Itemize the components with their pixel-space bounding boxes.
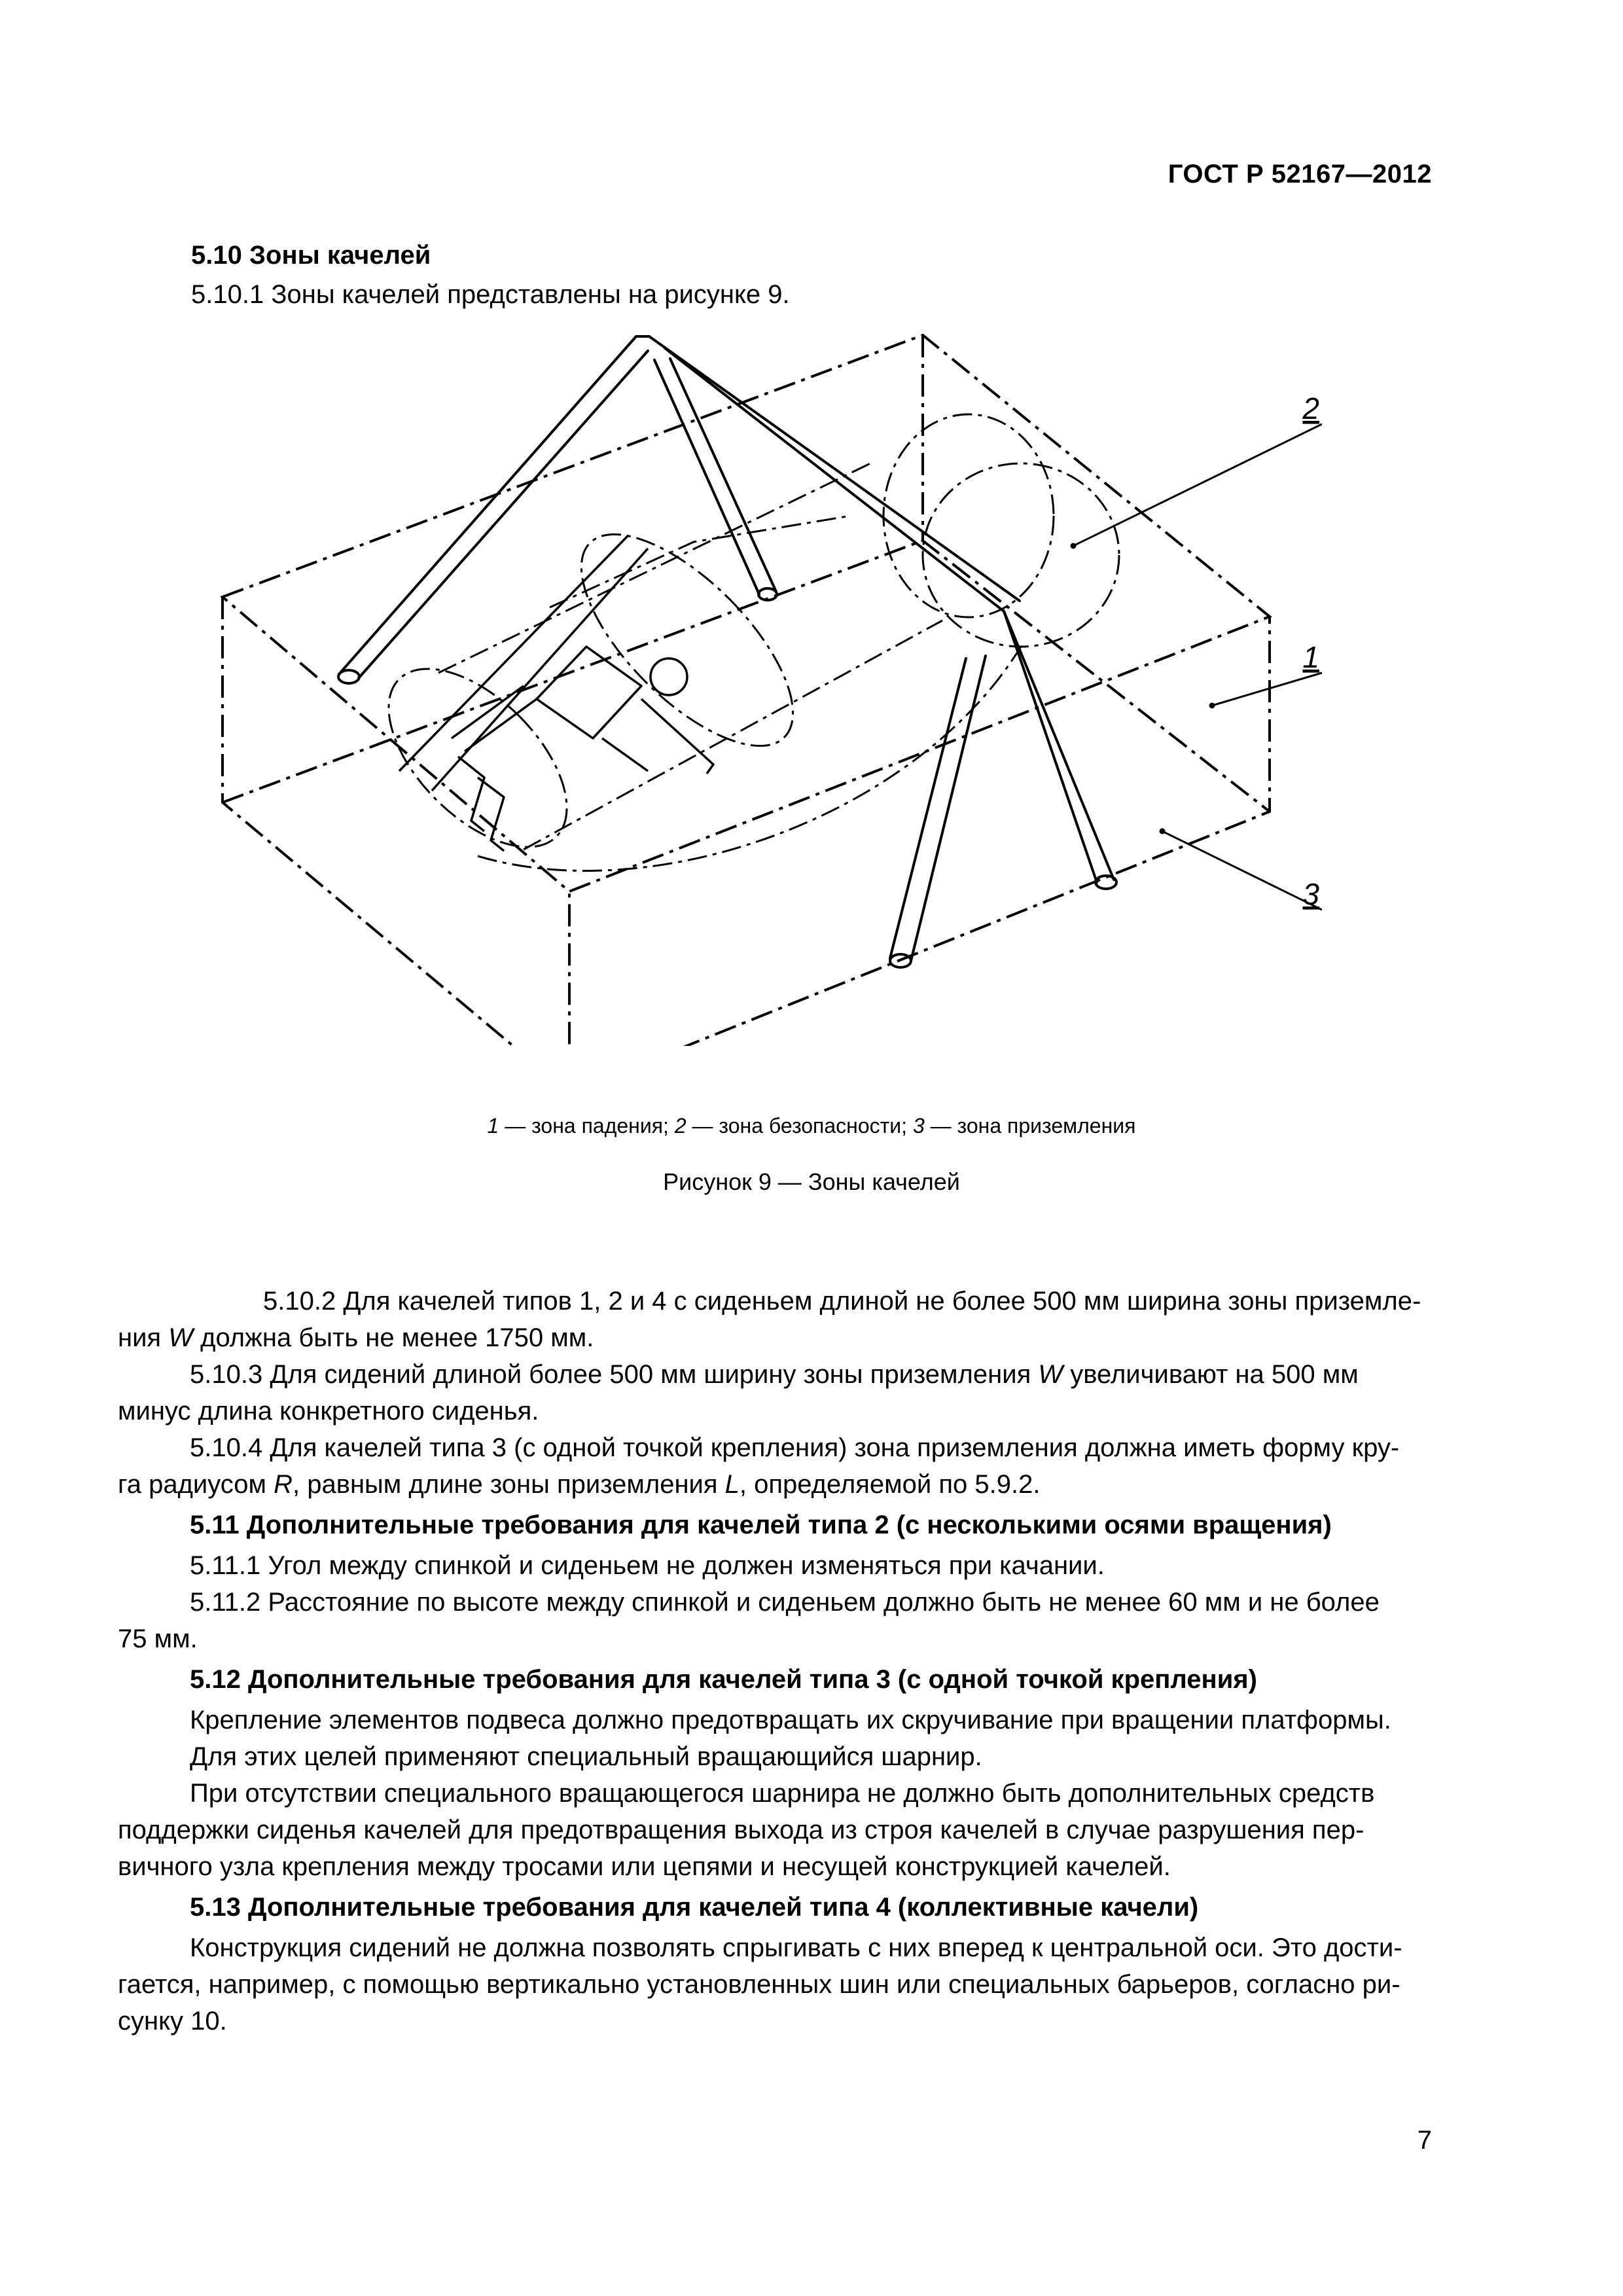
paragraph-5-10-1: 5.10.1 Зоны качелей представлены на рисунке 9. [191,280,790,309]
callout-label-2: 2 [1302,391,1319,425]
legend-text-3: — зона приземления [924,1114,1136,1138]
callout-leader-3 [1162,831,1322,910]
callout-leader-2 [1073,424,1322,546]
paragraph-5-11-1: 5.11.1 Угол между спинкой и сиденьем не должен изменяться при качании. [190,1551,1105,1580]
box-left-edges [223,597,569,1046]
zone-box [223,335,1270,1046]
legend-number-1: 1 [487,1114,499,1138]
foot-cap-right-back [1096,876,1116,889]
paragraph-5-12-3-line3: вичного узла крепления между тросами или цепями и несущей конструкцией качелей. [118,1852,1171,1881]
callout-leaders [1071,424,1322,910]
paragraph-5-12-3-line1: При отсутствии специального вращающегося шарнира не должно быть дополнительных средств [190,1779,1375,1808]
page-number: 7 [1417,2126,1432,2155]
right-leg-back [1004,611,1114,880]
paragraph-5-12-3-line2: поддержки сиденья качелей для предотвращения выхода из строя качелей в случае разрушения пер- [118,1816,1364,1844]
swing-seat-with-child [399,535,713,851]
paragraph-5-10-4-line2 [118,1466,1040,1503]
section-5-13-title: 5.13 Дополнительные требования для качелей типа 4 (коллективные качели) [190,1893,1199,1922]
variable-w: W [1038,1360,1063,1389]
figure-caption: Рисунок 9 — Зоны качелей [663,1168,960,1195]
text-run: , равным длине зоны приземления [293,1470,725,1499]
seat-back [537,647,641,738]
paragraph-5-10-4-line1: 5.10.4 Для качелей типа 3 (с одной точкой крепления) зона приземления должна иметь форму кру- [190,1433,1400,1462]
variable-l: L [724,1470,740,1499]
top-beam-right [665,348,1097,882]
text-run: , определяемой по 5.9.2. [739,1470,1041,1499]
legend-text-1: — зона падения; [499,1114,675,1138]
legend-number-3: 3 [912,1114,925,1138]
swing-path-line [550,516,851,607]
foot-cap-left [338,670,359,683]
right-leg-front [890,656,986,961]
top-beam-upper [649,336,1020,601]
safety-zone-circle-back [883,414,1054,617]
swing-frame [338,336,1116,967]
box-top-face [223,335,1270,891]
section-5-11-title: 5.11 Дополнительные требования для качелей типа 2 (с несколькими осями вращения) [190,1511,1332,1539]
legend-text-2: — зона безопасности; [686,1114,913,1138]
box-hidden-edges [223,541,1270,812]
paragraph-5-10-3-line2: минус длина конкретного сиденья. [118,1397,539,1426]
paragraph-5-13-line3: сунку 10. [118,2007,227,2036]
legend-number-2: 2 [674,1114,687,1138]
callout-leader-1 [1212,673,1322,706]
paragraph-5-10-2-line2 [118,1319,594,1356]
paragraph-5-10-3-line1 [190,1356,1359,1393]
paragraph-5-13-line2: гается, например, с помощью вертикально установленных шин или специальных барьеров, согласно ри- [118,1970,1400,1999]
text-run: должна быть не менее 1750 мм. [192,1323,594,1352]
left-leg-front-inner [359,351,648,678]
callout-dot-1 [1210,704,1214,708]
paragraph-5-12-1: Крепление элементов подвеса должно предотвращать их скручивание при вращении платформы. [190,1706,1391,1734]
callout-label-1: 1 [1302,640,1319,674]
paragraph-5-12-2: Для этих целей применяют специальный вращающийся шарнир. [190,1742,982,1771]
callout-dot-3 [1160,829,1164,833]
paragraph-5-11-2-line1: 5.11.2 Расстояние по высоте между спинкой и сиденьем должно быть не менее 60 мм и не более [190,1588,1380,1617]
paragraph-5-11-2-line2: 75 мм. [118,1624,198,1653]
variable-r: R [274,1470,293,1499]
text-run: увеличивают на 500 мм [1063,1360,1359,1389]
paragraph-5-13-line1: Конструкция сидений не должна позволять спрыгивать с них вперед к центральной оси. Это дости- [190,1933,1402,1962]
callout-dot-2 [1071,544,1075,548]
text-run: ния [118,1323,169,1352]
text-run: га радиусом [118,1470,274,1499]
swing-zones-figure [196,319,1322,1046]
section-5-10-title: 5.10 Зоны качелей [191,241,431,270]
paragraph-5-10-2-line1: 5.10.2 Для качелей типов 1, 2 и 4 с сиденьем длиной не более 500 мм ширина зоны приземле- [263,1287,1421,1316]
child-head [651,658,687,695]
figure-legend [0,1114,1623,1138]
callout-label-3: 3 [1302,877,1319,911]
safety-zone-circle-front [923,463,1119,647]
standard-designation: ГОСТ Р 52167—2012 [1168,160,1432,188]
left-leg-front [339,336,649,674]
variable-w: W [168,1323,193,1352]
section-5-12-title: 5.12 Дополнительные требования для качелей типа 3 (с одной точкой крепления) [190,1665,1257,1694]
text-run: 5.10.3 Для сидений длиной более 500 мм ширину зоны приземления [190,1360,1039,1389]
